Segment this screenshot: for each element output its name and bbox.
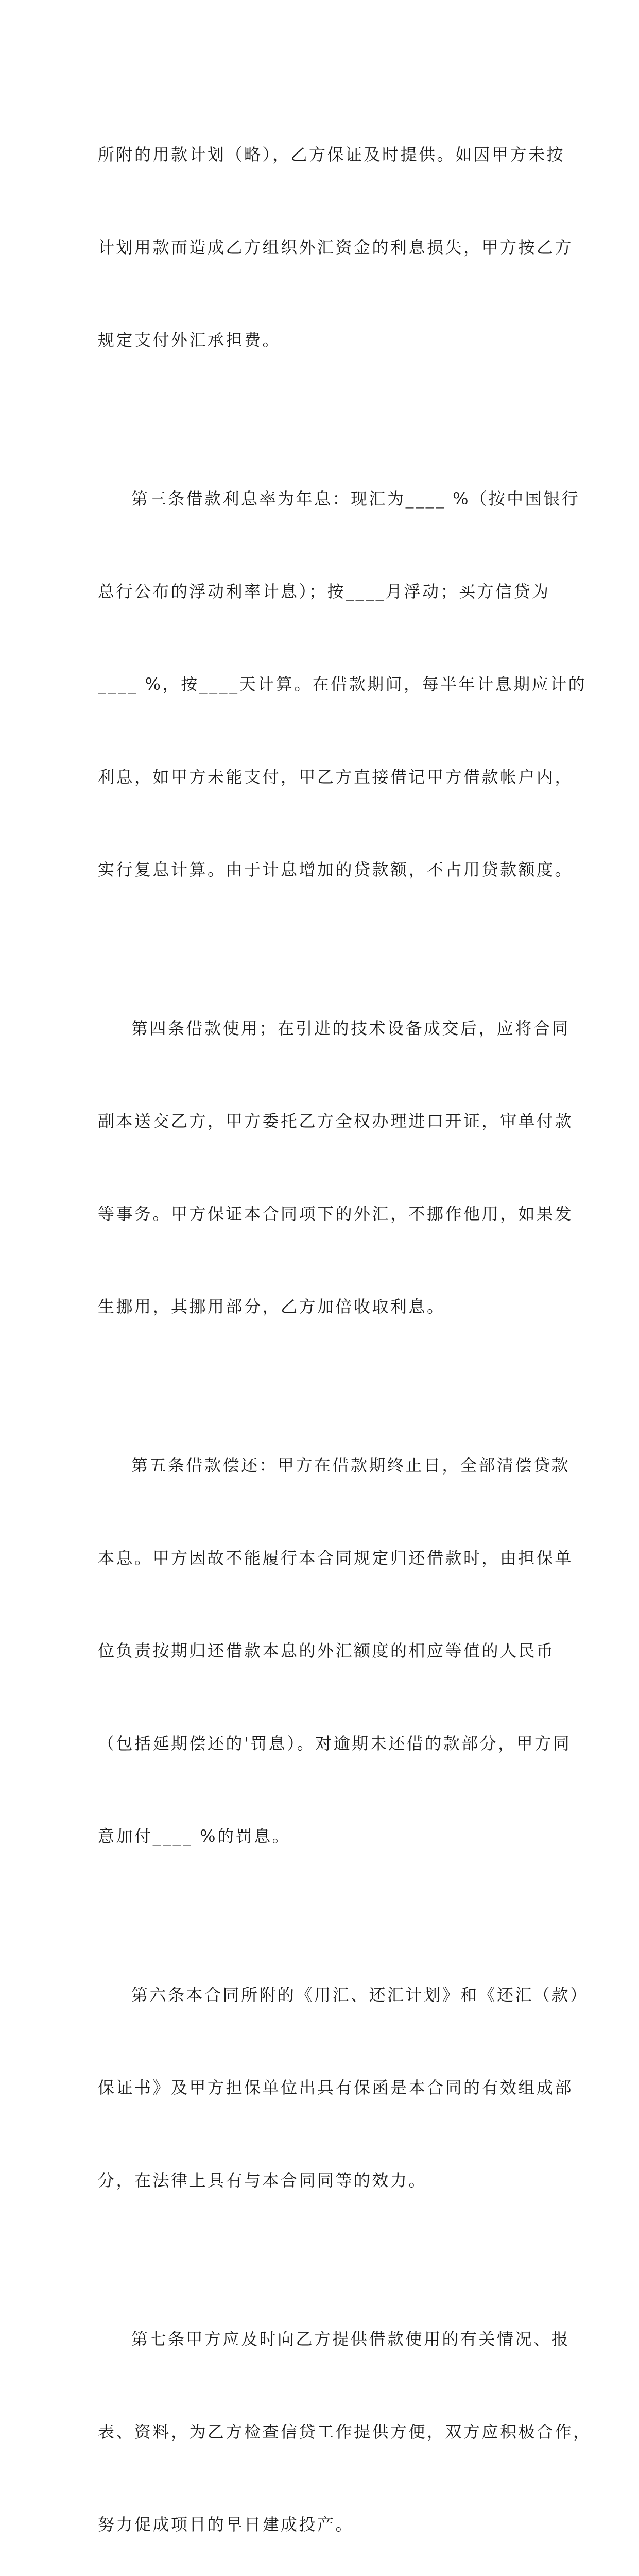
document-page	[98, 77, 592, 2576]
text-line: 利息，如甲方未能支付，甲乙方直接借记甲方借款帐户内，	[98, 767, 574, 787]
text-line: 第七条甲方应及时向乙方提供借款使用的有关情况、报	[131, 2329, 571, 2349]
article-7-reporting	[98, 2262, 592, 2576]
text-line: 努力促成项目的早日建成投产。	[98, 2515, 354, 2534]
text-line: 生挪用，其挪用部分，乙方加倍收取利息。	[98, 1297, 445, 1316]
text-line: 本息。甲方因故不能履行本合同规定归还借款时，由担保单	[98, 1548, 574, 1568]
article-6-attachments	[98, 1918, 589, 2258]
text-line: 保证书》及甲方担保单位出具有保函是本合同的有效组成部	[98, 2078, 574, 2097]
text-line: 计划用款而造成乙方组织外汇资金的利息损失，甲方按乙方	[98, 238, 574, 257]
text-line: 实行复息计算。由于计息增加的贷款额，不占用贷款额度。	[98, 860, 574, 879]
text-line: 第四条借款使用；在引进的技术设备成交后，应将合同	[131, 1019, 571, 1038]
text-line: 副本送交乙方，甲方委托乙方全权办理进口开证，审单付款	[98, 1111, 574, 1131]
text-line: 规定支付外汇承担费。	[98, 330, 281, 350]
text-line: 所附的用款计划（略），乙方保证及时提供。如因甲方未按	[98, 145, 565, 164]
text-line: 第三条借款利息率为年息：现汇为____ %（按中国银行	[131, 489, 580, 509]
text-line: 分，在法律上具有与本合同同等的效力。	[98, 2171, 427, 2190]
article-3-interest-rate	[98, 421, 587, 947]
text-line: 意加付____ %的罚息。	[98, 1826, 291, 1846]
text-line: 第六条本合同所附的《用汇、还汇计划》和《还汇（款）	[131, 1985, 589, 2005]
text-line: 总行公布的浮动利率计息）；按____月浮动；买方信贷为	[98, 582, 550, 601]
text-line: ____ %，按____天计算。在借款期间，每半年计息期应计的	[98, 674, 587, 694]
text-line: 表、资料，为乙方检查信贷工作提供方便，双方应积极合作，	[98, 2422, 592, 2442]
text-line: 位负责按期归还借款本息的外汇额度的相应等值的人民币	[98, 1641, 555, 1660]
paragraph-continuation	[98, 77, 574, 417]
article-5-repayment	[98, 1388, 574, 1913]
text-line: （包括延期偿还的'罚息）。对逾期未还借的款部分，甲方同	[98, 1734, 572, 1753]
text-line: 等事务。甲方保证本合同项下的外汇，不挪作他用，如果发	[98, 1204, 574, 1224]
article-4-loan-use	[98, 951, 574, 1384]
text-line: 第五条借款偿还：甲方在借款期终止日，全部清偿贷款	[131, 1455, 571, 1475]
